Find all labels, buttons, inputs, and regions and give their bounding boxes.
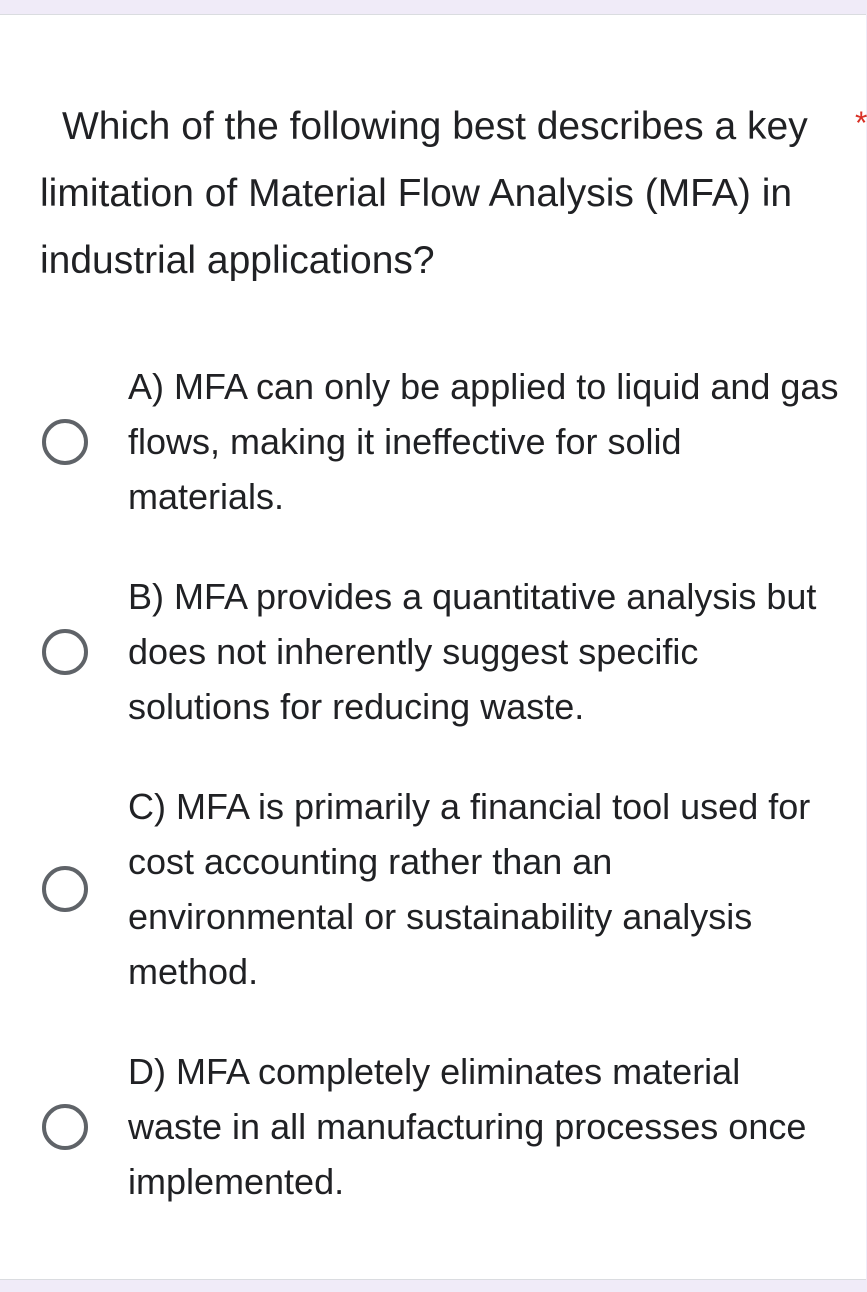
option-d[interactable] — [0, 1044, 866, 1209]
option-b[interactable] — [0, 569, 866, 734]
option-c-label[interactable]: C) MFA is primarily a financial tool used for cost accounting rather than an environmental or sustainability analysis method. — [128, 786, 811, 992]
option-a[interactable] — [0, 359, 866, 524]
radio-button-b[interactable] — [42, 629, 88, 675]
option-d-label[interactable]: D) MFA completely eliminates material waste in all manufacturing processes once implemented. — [128, 1051, 807, 1202]
question-card — [0, 14, 866, 1280]
radio-group — [0, 359, 866, 1254]
option-c[interactable] — [0, 779, 866, 999]
option-a-label[interactable]: A) MFA can only be applied to liquid and gas flows, making it ineffective for solid materials. — [128, 366, 839, 517]
option-b-label[interactable]: B) MFA provides a quantitative analysis but does not inherently suggest specific solutions for reducing waste. — [128, 576, 817, 727]
radio-button-c[interactable] — [42, 866, 88, 912]
question-text: Which of the following best describes a key limitation of Material Flow Analysis (MFA) in industrial applications? — [40, 105, 808, 282]
radio-button-d[interactable] — [42, 1104, 88, 1150]
required-marker: * — [855, 105, 867, 141]
radio-button-a[interactable] — [42, 419, 88, 465]
